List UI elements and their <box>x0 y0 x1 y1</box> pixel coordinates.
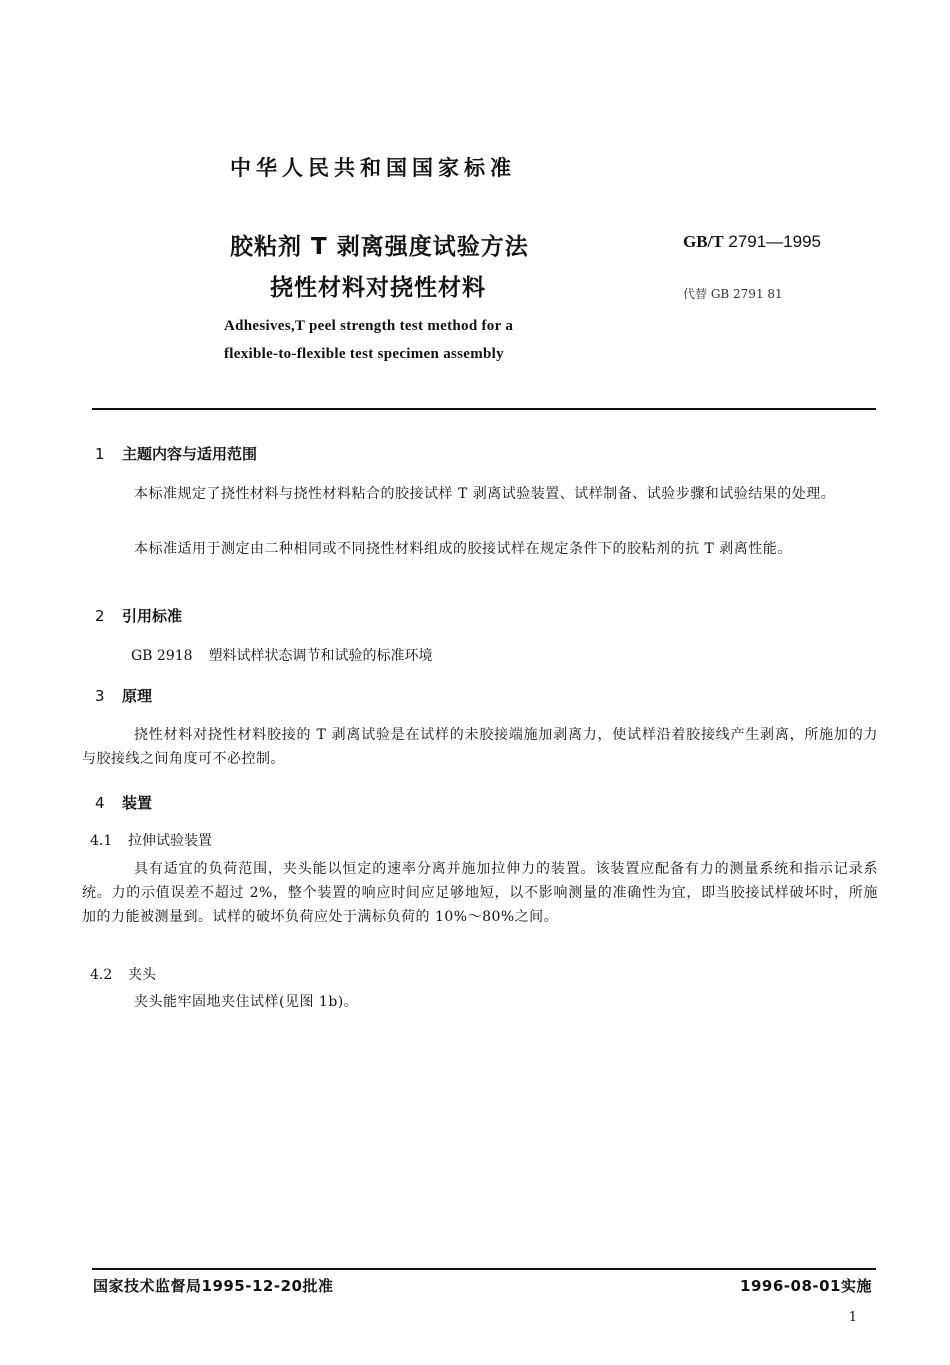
approval-date: 国家技术监督局1995-12-20批准 <box>93 1277 334 1295</box>
subsection-title: 拉伸试验装置 <box>128 833 212 849</box>
footer-divider <box>92 1268 876 1270</box>
section-3-para-1: 挠性材料对挠性材料胶接的 T 剥离试验是在试样的未胶接端施加剥离力，使试样沿着胶接线产生剥离，所施加的力与胶接线之间角度可不必控制。 <box>82 727 878 767</box>
section-1-heading <box>95 443 257 464</box>
section-2-heading <box>95 605 182 626</box>
replaces-note: 代替 GB 2791 81 <box>683 287 783 301</box>
section-1-para-1: 本标准规定了挠性材料与挠性材料粘合的胶接试样 T 剥离试验装置、试样制备、试验步骤和试验结果的处理。 <box>134 486 836 502</box>
section-title: 主题内容与适用范围 <box>122 445 258 463</box>
subsection-number: 4.2 <box>90 967 113 983</box>
subsection-4-2-heading <box>90 964 156 984</box>
subsection-4-1-para: 具有适宜的负荷范围，夹头能以恒定的速率分离并施加拉伸力的装置。该装置应配备有力的测量系统和指示记录系统。力的示值误差不超过 2%，整个装置的响应时间应足够地短，以不影响测量的准确性为宜，即当胶接试样破坏时，所施加的力能被测量到。试样的破坏负荷应处于满标负荷的 10%～80%之间。 <box>82 861 878 925</box>
page-number: 1 <box>848 1310 857 1325</box>
title-zh-line1: 胶粘剂 T 剥离强度试验方法 <box>230 234 529 260</box>
subsection-title: 夹头 <box>128 967 156 983</box>
reference-title: 塑料试样状态调节和试验的标准环境 <box>208 648 433 664</box>
subsection-4-1-heading <box>90 830 212 850</box>
section-1-para-2: 本标准适用于测定由二种相同或不同挠性材料组成的胶接试样在规定条件下的胶粘剂的抗 T 剥离性能。 <box>134 541 792 557</box>
subsection-4-2-para: 夹头能牢固地夹住试样(见图 1b)。 <box>134 994 359 1010</box>
section-title: 引用标准 <box>122 607 183 625</box>
section-number: 1 <box>95 445 105 463</box>
standard-code <box>683 232 821 252</box>
reference-standard <box>131 645 433 665</box>
title-en-line2: flexible-to-flexible test specimen assembly <box>224 346 504 362</box>
standard-code-number: 2791—1995 <box>728 232 821 251</box>
title-zh-line2: 挠性材料对挠性材料 <box>270 275 486 301</box>
section-4-heading <box>95 792 152 813</box>
section-title: 装置 <box>122 794 153 812</box>
header-divider <box>92 408 876 410</box>
subsection-number: 4.1 <box>90 833 113 849</box>
title-en-line1: Adhesives,T peel strength test method for a <box>224 318 514 334</box>
standard-code-prefix: GB/T <box>683 232 724 251</box>
implementation-date: 1996-08-01实施 <box>740 1277 872 1295</box>
section-number: 3 <box>95 687 105 705</box>
reference-code: GB 2918 <box>131 648 193 664</box>
national-standard-heading: 中华人民共和国国家标准 <box>230 156 516 180</box>
section-3-heading <box>95 685 152 706</box>
section-title: 原理 <box>122 687 153 705</box>
section-number: 2 <box>95 607 105 625</box>
section-number: 4 <box>95 794 105 812</box>
